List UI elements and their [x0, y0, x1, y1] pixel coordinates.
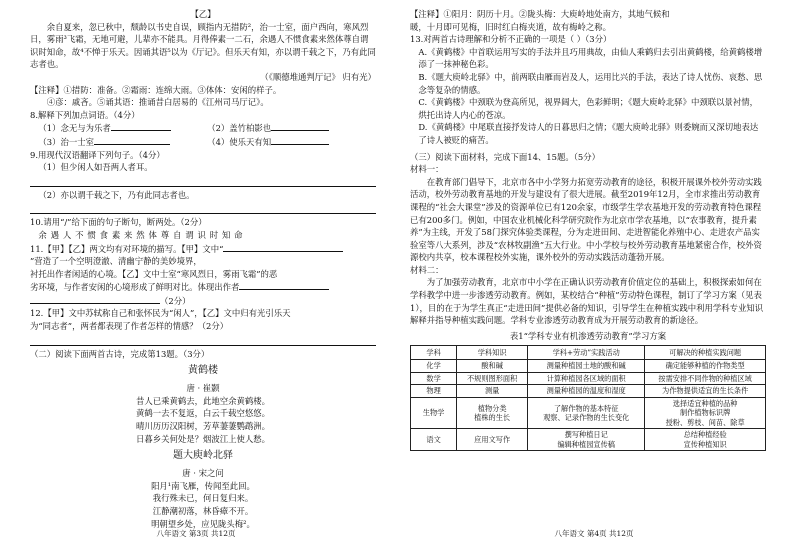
note-line: 暖，十月即可见梅，旧时红白梅夹道，故有梅岭之称。 [410, 21, 611, 32]
question-8: 8.解释下列加点词语。（4分） [30, 109, 140, 120]
poem-author: 唐 · 崔颢 [186, 383, 220, 394]
poem-line: 昔人已乘黄鹤去，此地空余黄鹤楼。 [136, 395, 270, 406]
answer-blank[interactable] [271, 135, 329, 145]
table-cell: 不规则图形面积 [457, 372, 528, 385]
q11-line [30, 294, 376, 308]
answer-blank[interactable] [30, 294, 160, 304]
q9-item: （1）但少闲人如吾两人者耳。 [38, 162, 153, 173]
poem-line: 明朝望乡处，应见陇头梅²。 [151, 518, 255, 529]
page-footer: 八年语文 第4页 共12页 [554, 529, 634, 539]
table-body [411, 360, 766, 451]
q8-item: （2）盖竹柏影也 [207, 123, 272, 134]
poem-line: 日暮乡关何处是？烟波江上使人愁。 [136, 433, 270, 444]
material-two-text: 为了加强劳动教育，北京市中小学在正确认识劳动教育价值定位的基础上，积极探索如何在学科教学中进一步渗透劳动教育。例如，某校结合“种植”劳动特色课程，制订了学习方案（见表1），目的在于为学生真正“走进田间”提供必备的知识，引导学生在种植实践中利用学科专业知识解释并指导种植实践问题。学科专业渗透劳动教育成为开展劳动教育的新途径。 [410, 277, 764, 326]
table-cell: 物理 [411, 385, 457, 398]
left-column [0, 8, 392, 530]
answer-line[interactable] [30, 174, 376, 187]
page-footer: 八年语文 第3页 共12页 [156, 529, 236, 539]
note-line: 【注释】①阳月：阴历十月。②陇头梅：大庾岭地处南方，其地气候和 [410, 9, 670, 19]
table-header-cell: 可解决的种植实践问题 [645, 346, 766, 360]
q8-row [30, 121, 376, 135]
q11-line: 衬托出作者闲适的心境。【乙】文中士室“寒风烈日，雾雨飞霜”的恶 [30, 268, 278, 279]
material-one-text: 在教育部门倡导下，北京市各中小学努力拓宽劳动教育的途径，积极开展课外校外劳动实践活动，校外劳动教育基地的开发与建设有了很大进展。截至2019年12月，全市求推出劳动教育课程的“社会大课堂”涉及的资源单位已有120余家，市级学生学农基地开发的劳动教育特色课程已有200多门。例如，中国农业机械化科学研究院作为北京市学农基地，以“农事教育，提升素养”为主线，开发了58门探究体验类课程，分为走进田间、走进智能化养殖中心、走进农产品实验室等八大系列，涉及“农林牧副渔”五大行业。中小学校与校外劳动教育基地紧密合作，校外资源校内共享，校本课程校外实施，课外校外的劳动实践活动蓬勃开展。 [410, 176, 762, 263]
table-header-cell: 学科知识 [457, 346, 528, 360]
q11-score: （2分） [160, 295, 191, 306]
q11-text: 11.【甲】【乙】两文均有对环境的描写。【甲】文中“ [30, 243, 224, 254]
answer-line[interactable] [30, 201, 376, 214]
q13-option[interactable]: C.《黄鹤楼》中颈联为登高所见，视界阔大，色彩鲜明；《题大庾岭北驿》中颈联以景衬情，烘托出诗人内心的苍凉。 [418, 97, 758, 120]
table-cell: 酸和碱 [457, 360, 528, 373]
table-cell: 选择适宜种植的品种 制作植物标识牌 授粉、剪枝、间苗、除草 [645, 397, 766, 429]
q8-item: （3）治一士室 [38, 136, 94, 147]
section-title-yi: 【乙】 [190, 9, 216, 19]
question-12: 12.【甲】文中苏轼称自己和张怀民为“闲人”，【乙】文中归有光引乐天 [30, 308, 291, 319]
q13-option[interactable]: D.《黄鹤楼》中尾联直接抒发诗人的日暮思归之情；《题大庾岭北驿》则委婉而又深切地表达了诗人被贬的痛苦。 [418, 122, 759, 145]
material-two-title: 材料二： [410, 264, 444, 275]
table-header-row [411, 346, 766, 360]
table-cell: 数学 [411, 372, 457, 385]
poem-line: 江静潮初落，林昏瘴不开。 [152, 506, 254, 516]
answer-blank[interactable] [271, 121, 329, 131]
part-three-heading: （三）阅读下面材料，完成下面14、15题。（5分） [410, 151, 600, 162]
table-cell: 按需安排不同作物的种植区域 [645, 372, 766, 385]
table-cell: 生物学 [411, 397, 457, 429]
table-cell: 测量种植园土地的酸和碱 [528, 360, 645, 373]
poem-line: 黄鹤一去不复返，白云千载空悠悠。 [136, 408, 270, 419]
table-header-cell: 学科 [411, 346, 457, 360]
poem-line: 我行殊未已，何日复归来。 [152, 493, 254, 504]
material-one-title: 材料一： [410, 164, 444, 175]
table-caption: 表1“学科专业有机渗透劳动教育”学习方案 [509, 330, 667, 341]
q8-row [30, 135, 376, 149]
q11-line [30, 280, 376, 294]
answer-blank[interactable] [111, 121, 171, 131]
exam-page-left [0, 0, 392, 546]
table-cell: 测量种植园的温度和湿度 [528, 385, 645, 398]
q9-item: （2）亦以谓千载之下，乃有此同志者也。 [38, 189, 195, 200]
poem-author: 唐 · 宋之问 [182, 468, 224, 479]
table-cell: 测量 [457, 385, 528, 398]
note-line: 【注释】①措防：准备。②霜雨：连绵大雨。③体体：安闲的样子。 [30, 84, 282, 95]
part-two-heading: （二）阅读下面两首古诗，完成第13题。（3分） [30, 348, 210, 359]
table-row [411, 429, 766, 451]
table-cell: 应用文写作 [457, 429, 528, 451]
poem-line: 阳月¹南飞雁，传闻至此回。 [151, 480, 255, 491]
answer-blank[interactable] [94, 135, 170, 145]
question-13: 13.对两首古诗理解和分析不正确的一项是（ ）（3分） [410, 34, 612, 45]
table-row [411, 397, 766, 429]
poem-title: 黄鹤楼 [188, 365, 218, 377]
table-cell: 语文 [411, 429, 457, 451]
answer-line[interactable] [30, 333, 376, 346]
table-row [411, 385, 766, 398]
table-cell: 为作物提供适宜的生长条件 [645, 385, 766, 398]
question-10: 10.请用“/”给下面的句子断句，断两处。（2分） [30, 217, 207, 228]
question-9: 9.用现代汉语翻译下列句子。（4分） [30, 149, 165, 160]
answer-blank[interactable] [239, 280, 329, 290]
table-row [411, 372, 766, 385]
passage-yi: 余自夏来，忽已秋中，颓龄以书史自误，顾指内无措防²，治一士室，面户西向，寒风烈日，雾雨³飞霜，无地可避，儿辈亦不能具。月得俸素一二石，余遇人不惯食素来然体尊自谓识时知命，故⁴不惮于乐天。因诵其语⁵以为《厅记》。但乐天有知，亦以谓千载之下，乃有此同志者也。 [30, 21, 376, 70]
table-cell: 了解作物的基本特征 观察、记录作物的生长变化 [528, 397, 645, 429]
question-12-cont: 为“同志者”，两者都表现了作者怎样的情感？（2分） [30, 321, 229, 332]
study-plan-table [410, 345, 766, 451]
q10-sentence: 余 遇 人 不 惯 食 素 来 然 体 尊 自 谓 识 时 知 命 [38, 229, 244, 240]
q8-item: （1）念无与为乐者 [38, 123, 111, 134]
note-line: ④彦：戚吝。⑤诵其语：推诵昔白居易的《江州司马厅记》。 [46, 97, 269, 108]
q13-option[interactable]: B.《题大庾岭北驿》中，前两联由雁而岩及人，运用比兴的手法，表达了诗人忧伤、哀愁、思念等复杂的情感。 [418, 71, 763, 95]
answer-blank[interactable] [223, 242, 343, 252]
table-cell: 确定能够种植的作物类型 [645, 360, 766, 373]
q13-option[interactable]: A.《黄鹤楼》中首联运用写实的手法并且巧用典故，由仙人乘鹤归去引出黄鹤楼，给黄鹤楼增添了一抹神秘色彩。 [418, 46, 763, 70]
q8-item: （4）使乐天有知 [207, 136, 272, 147]
table-cell: 计算种植园各区域的面积 [528, 372, 645, 385]
poem-title: 题大庾岭北驿 [173, 450, 233, 462]
table-header-cell: 学科+劳动”实践活动 [528, 346, 645, 360]
table-cell: 总结种植经验 宣传种植知识 [645, 429, 766, 451]
table-row [411, 360, 766, 373]
q11-text: 劣环境，与作者安闲的心境形成了鲜明对比。体现出作者 [30, 282, 240, 293]
q11-line: ”营造了一个空明澄澈、清幽宁静的美妙境界， [30, 256, 202, 267]
table-cell: 撰写种植日记 编辑种植园宣传稿 [528, 429, 645, 451]
right-column [398, 8, 790, 451]
question-11 [30, 242, 376, 256]
exam-page-right [398, 0, 790, 546]
table-cell: 化学 [411, 360, 457, 373]
passage-source: （《顺德堆通判厅记》 归有光） [260, 71, 376, 82]
poem-line: 晴川历历汉阳树，芳草萋萋鹦鹉洲。 [136, 421, 270, 432]
table-cell: 植物分类 植株的生长 [457, 397, 528, 429]
